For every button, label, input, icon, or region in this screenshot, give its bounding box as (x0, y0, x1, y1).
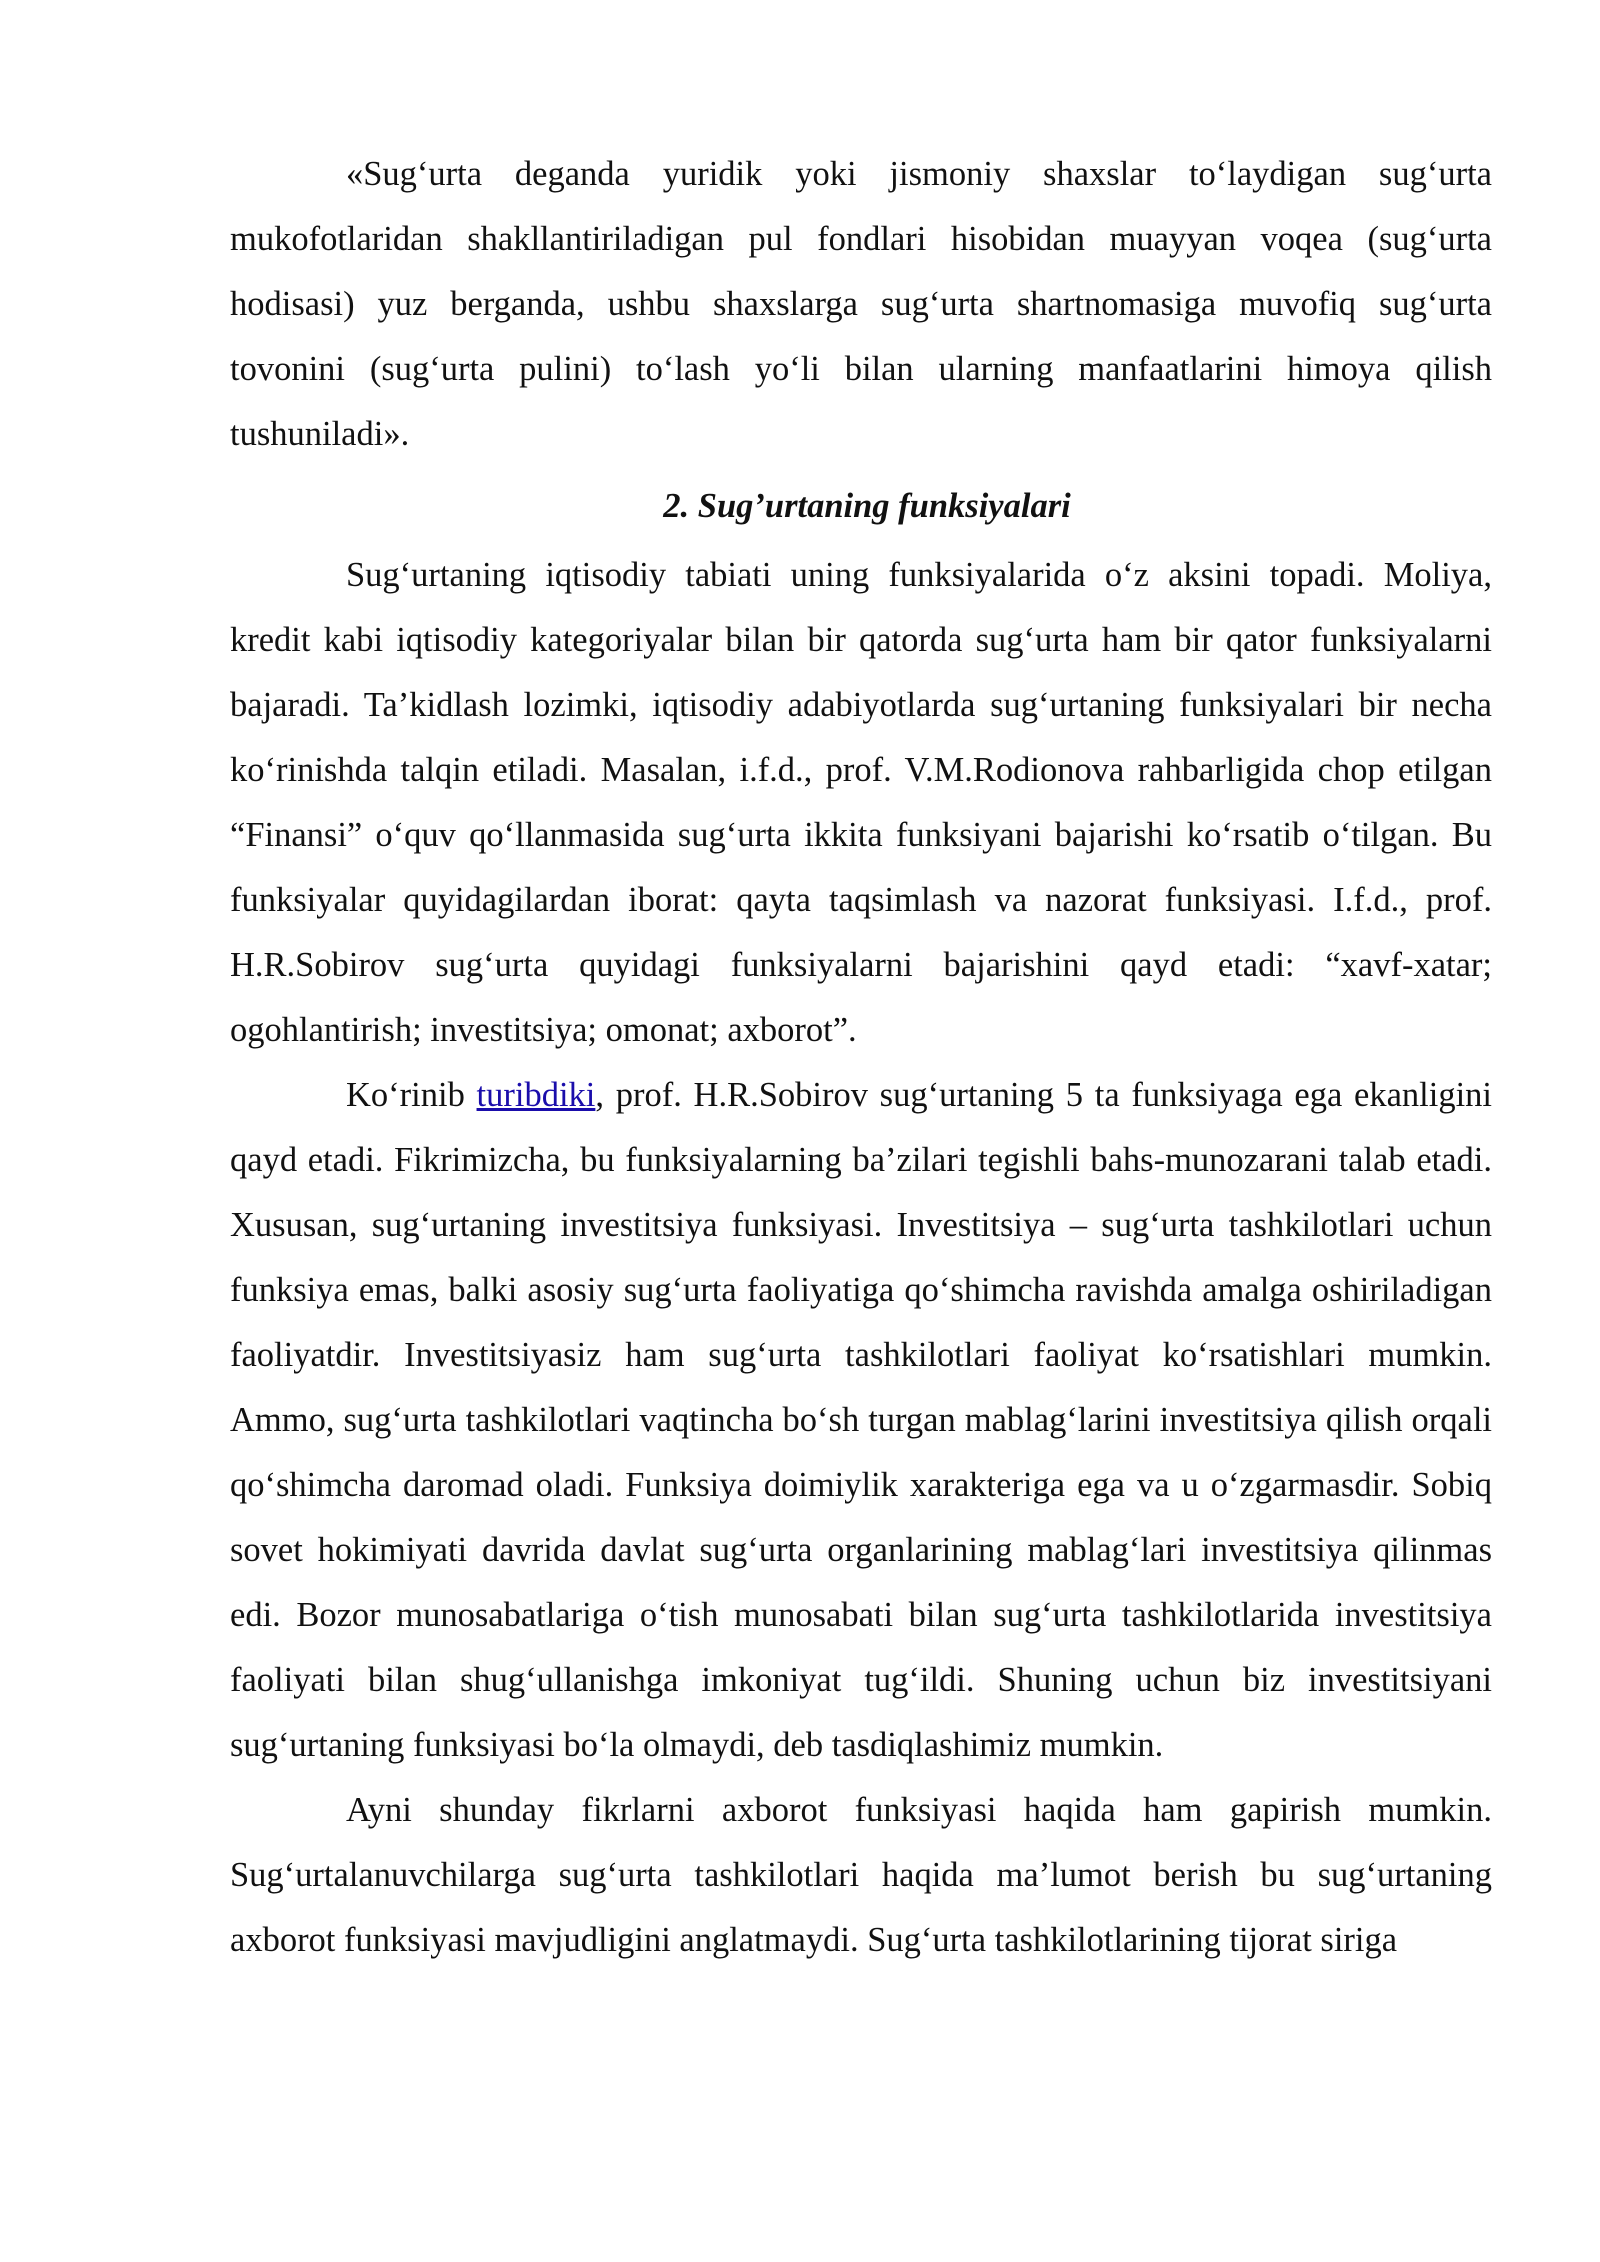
paragraph-insurance-definition: «Sug‘urta deganda yuridik yoki jismoniy shaxslar to‘laydigan sug‘urta mukofotlaridan shakllantiriladigan pul fondlari hisobidan muayyan voqea (sug‘urta hodisasi) yuz berganda, ushbu shaxslarga sug‘urta shartnomasiga muvofiq sug‘urta tovonini (sug‘urta pulini) to‘lash yo‘li bilan ularning manfaatlarini himoya qilish tushuniladi». (230, 155, 1492, 453)
paragraph-functions-overview: Sug‘urtaning iqtisodiy tabiati uning funksiyalarida o‘z aksini topadi. Moliya, kredit kabi iqtisodiy kategoriyalar bilan bir qatorda sug‘urta ham bir qator funksiyalarni bajaradi. Ta’kidlash lozimki, iqtisodiy adabiyotlarda sug‘urtaning funksiyalari bir necha ko‘rinishda talqin etiladi. Masalan, i.f.d., prof. V.M.Rodionova rahbarligida chop etilgan “Finansi” o‘quv qo‘llanmasida sug‘urta ikkita funksiyani bajarishi ko‘rsatib o‘tilgan. Bu funksiyalar quyidagilardan iborat: qayta taqsimlash va nazorat funksiyasi. I.f.d., prof. H.R.Sobirov sug‘urta quyidagi funksiyalarni bajarishini qayd etadi: “xavf-xatar; ogohlantirish; investitsiya; omonat; axborot”. (230, 556, 1492, 1049)
paragraph-investment-function (230, 1063, 1492, 1778)
turibdiki-link[interactable]: turibdiki (476, 1076, 596, 1114)
section-heading: 2. Sug’urtaning funksiyalari (663, 487, 1071, 525)
paragraph-3-body-text: , prof. H.R.Sobirov sug‘urtaning 5 ta funksiyaga ega ekanligini qayd etadi. Fikrimizcha, bu funksiyalarning ba’zilari tegishli bahs-munozarani talab etadi. Xususan, sug‘urtaning investitsiya funksiyasi. Investitsiya – sug‘urta tashkilotlari uchun funksiya emas, balki asosiy sug‘urta faoliyatiga qo‘shimcha ravishda amalga oshiriladigan faoliyatdir. Investitsiyasiz ham sug‘urta tashkilotlari faoliyat ko‘rsatishlari mumkin. Ammo, sug‘urta tashkilotlari vaqtincha bo‘sh turgan mablag‘larini investitsiya qilish orqali qo‘shimcha daromad oladi. Funksiya doimiylik xarakteriga ega va u o‘zgarmasdir. Sobiq sovet hokimiyati davrida davlat sug‘urta organlarining mablag‘lari investitsiya qilinmas edi. Bozor munosabatlariga o‘tish munosabati bilan sug‘urta tashkilotlarida investitsiya faoliyati bilan shug‘ullanishga imkoniyat tug‘ildi. Shuning uchun biz investitsiyani sug‘urtaning funksiyasi bo‘la olmaydi, deb tasdiqlashimiz mumkin. (230, 1076, 1492, 1764)
paragraph-3-lead-text: Ko‘rinib (346, 1076, 477, 1114)
document-body (230, 142, 1492, 1973)
paragraph-information-function: Ayni shunday fikrlarni axborot funksiyasi haqida ham gapirish mumkin. Sug‘urtalanuvchilarga sug‘urta tashkilotlari haqida ma’lumot berish bu sug‘urtaning axborot funksiyasi mavjudligini anglatmaydi. Sug‘urta tashkilotlarining tijorat siriga (230, 1791, 1492, 1959)
